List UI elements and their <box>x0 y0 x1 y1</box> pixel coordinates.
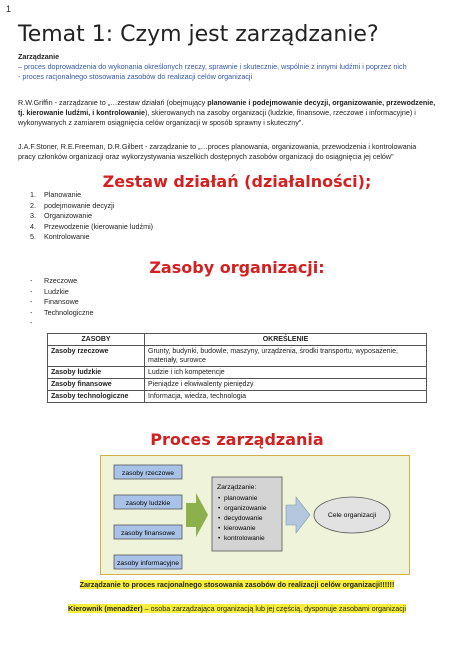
table-row <box>48 367 427 379</box>
table-row <box>48 379 427 391</box>
svg-text:zasoby ludzkie: zasoby ludzkie <box>125 500 171 507</box>
stoner-definition <box>18 142 468 162</box>
svg-text:•: • <box>218 535 221 542</box>
table-header-description: OKREŚLENIE <box>145 334 427 346</box>
resource-box <box>114 465 182 479</box>
list-item: 2. podejmowanie decyzji <box>30 200 115 210</box>
list-item: - <box>30 318 33 328</box>
definition-line-2: - proces racjonalnego stosowania zasobów do realizacji celów organizacji <box>18 72 253 81</box>
summary-text: Zarządzanie to proces racjonalnego stosowania zasobów do realizacji celów organizacji!!!!!! <box>79 580 395 589</box>
svg-text:zasoby finansowe: zasoby finansowe <box>120 530 176 537</box>
definition-line-1: – proces doprowadzenia do wykonania określonych rzeczy, sprawnie i skutecznie, wspólnie z innymi ludźmi i poprzez nich <box>18 62 407 71</box>
list-item: 1. Planowanie <box>30 190 82 199</box>
svg-text:organizowanie: organizowanie <box>224 505 267 512</box>
table-cell-key: Zasoby ludzkie <box>48 367 145 379</box>
griffin-definition <box>18 98 464 128</box>
manager-def: – osoba zarządzająca organizacją lub jej częścią, dysponuje zasobami organizacji <box>142 604 406 613</box>
list-item: 5. Kontrolowanie <box>30 232 90 242</box>
list-item: 4. Przewodzenie (kierowanie ludźmi) <box>30 221 154 231</box>
list-item: - Finansowe <box>30 297 79 307</box>
table-cell-value: Pieniądze i ekwiwalenty pieniędzy <box>145 379 427 391</box>
management-process-diagram <box>100 455 410 575</box>
management-title: Zarządzanie: <box>217 484 257 491</box>
list-item: - Rzeczowe <box>30 276 78 285</box>
svg-text:zasoby informacyjne: zasoby informacyjne <box>117 560 179 567</box>
goal-label: Cele organizacji <box>327 512 377 519</box>
page-title: Temat 1: Czym jest zarządzanie? <box>18 22 379 47</box>
svg-text:planowanie: planowanie <box>224 495 258 502</box>
summary-line <box>0 580 474 590</box>
table-header-row <box>48 334 427 346</box>
table-cell-value: Informacja, wiedza, technologia <box>145 391 427 403</box>
svg-text:kontrolowanie: kontrolowanie <box>224 535 265 542</box>
griffin-b: planowanie i podejmowanie decyzji, organizowanie, przewodzenie, <box>207 98 436 107</box>
manager-definition <box>0 604 474 614</box>
heading-actions: Zestaw działań (działalności); <box>102 172 372 191</box>
stoner-a: J.A.F.Stoner, R.E.Freeman, D.R.Gilbert - zarządzanie to „…proces planowania, organizowania, przewodzenia i kontrolowania <box>18 142 417 151</box>
resources-table <box>47 333 427 403</box>
table-header-resources: ZASOBY <box>48 334 145 346</box>
griffin-c: tj. kierowanie ludźmi, i kontrolowanie <box>18 108 145 117</box>
table-cell-key: Zasoby finansowe <box>48 379 145 391</box>
griffin-d: ), skierowanych na zasoby organizacji (ludzkie, finansowe, rzeczowe i informacyjne) i <box>145 108 416 117</box>
table-cell-key: Zasoby technologiczne <box>48 391 145 403</box>
table-row <box>48 391 427 403</box>
svg-text:•: • <box>218 525 221 532</box>
page-number: 1 <box>6 4 12 14</box>
heading-process: Proces zarządzania <box>150 430 324 449</box>
svg-text:decydowanie: decydowanie <box>224 515 263 522</box>
resources-list <box>30 276 94 329</box>
list-item: 3. Organizowanie <box>30 211 92 221</box>
resource-box <box>114 525 182 539</box>
table-cell-key: Zasoby rzeczowe <box>48 346 145 367</box>
resource-box <box>114 495 182 509</box>
svg-text:kierowanie: kierowanie <box>224 525 256 532</box>
list-item: - Technologiczne <box>30 307 94 317</box>
definition-heading: Zarządzanie <box>18 52 60 61</box>
actions-list <box>30 190 153 243</box>
svg-text:•: • <box>218 515 221 522</box>
griffin-e: wykonywanych z zamiarem osiągnięcia celów organizacji w sposób sprawny i skuteczny”. <box>18 118 304 127</box>
stoner-b: pracy członków organizacji oraz wykorzystywania wszelkich dostępnych zasobów organizacji do osiągnięcia jej celów” <box>18 152 394 161</box>
list-item: - Ludzkie <box>30 286 69 296</box>
table-cell-value: Grunty, budynki, budowle, maszyny, urządzenia, środki transportu, wyposażenie, materiały, surowce <box>145 346 427 367</box>
manager-term: Kierownik (menadżer) <box>68 604 143 613</box>
svg-text:•: • <box>218 495 221 502</box>
svg-text:zasoby rzeczowe: zasoby rzeczowe <box>121 470 175 477</box>
heading-resources: Zasoby organizacji: <box>149 258 325 277</box>
table-row <box>48 346 427 367</box>
svg-text:•: • <box>218 505 221 512</box>
griffin-a: R.W.Griffin - zarządzanie to „…zestaw działań (obejmujący <box>18 98 208 107</box>
table-cell-value: Ludzie i ich kompetencje <box>145 367 427 379</box>
resource-box <box>114 555 182 569</box>
